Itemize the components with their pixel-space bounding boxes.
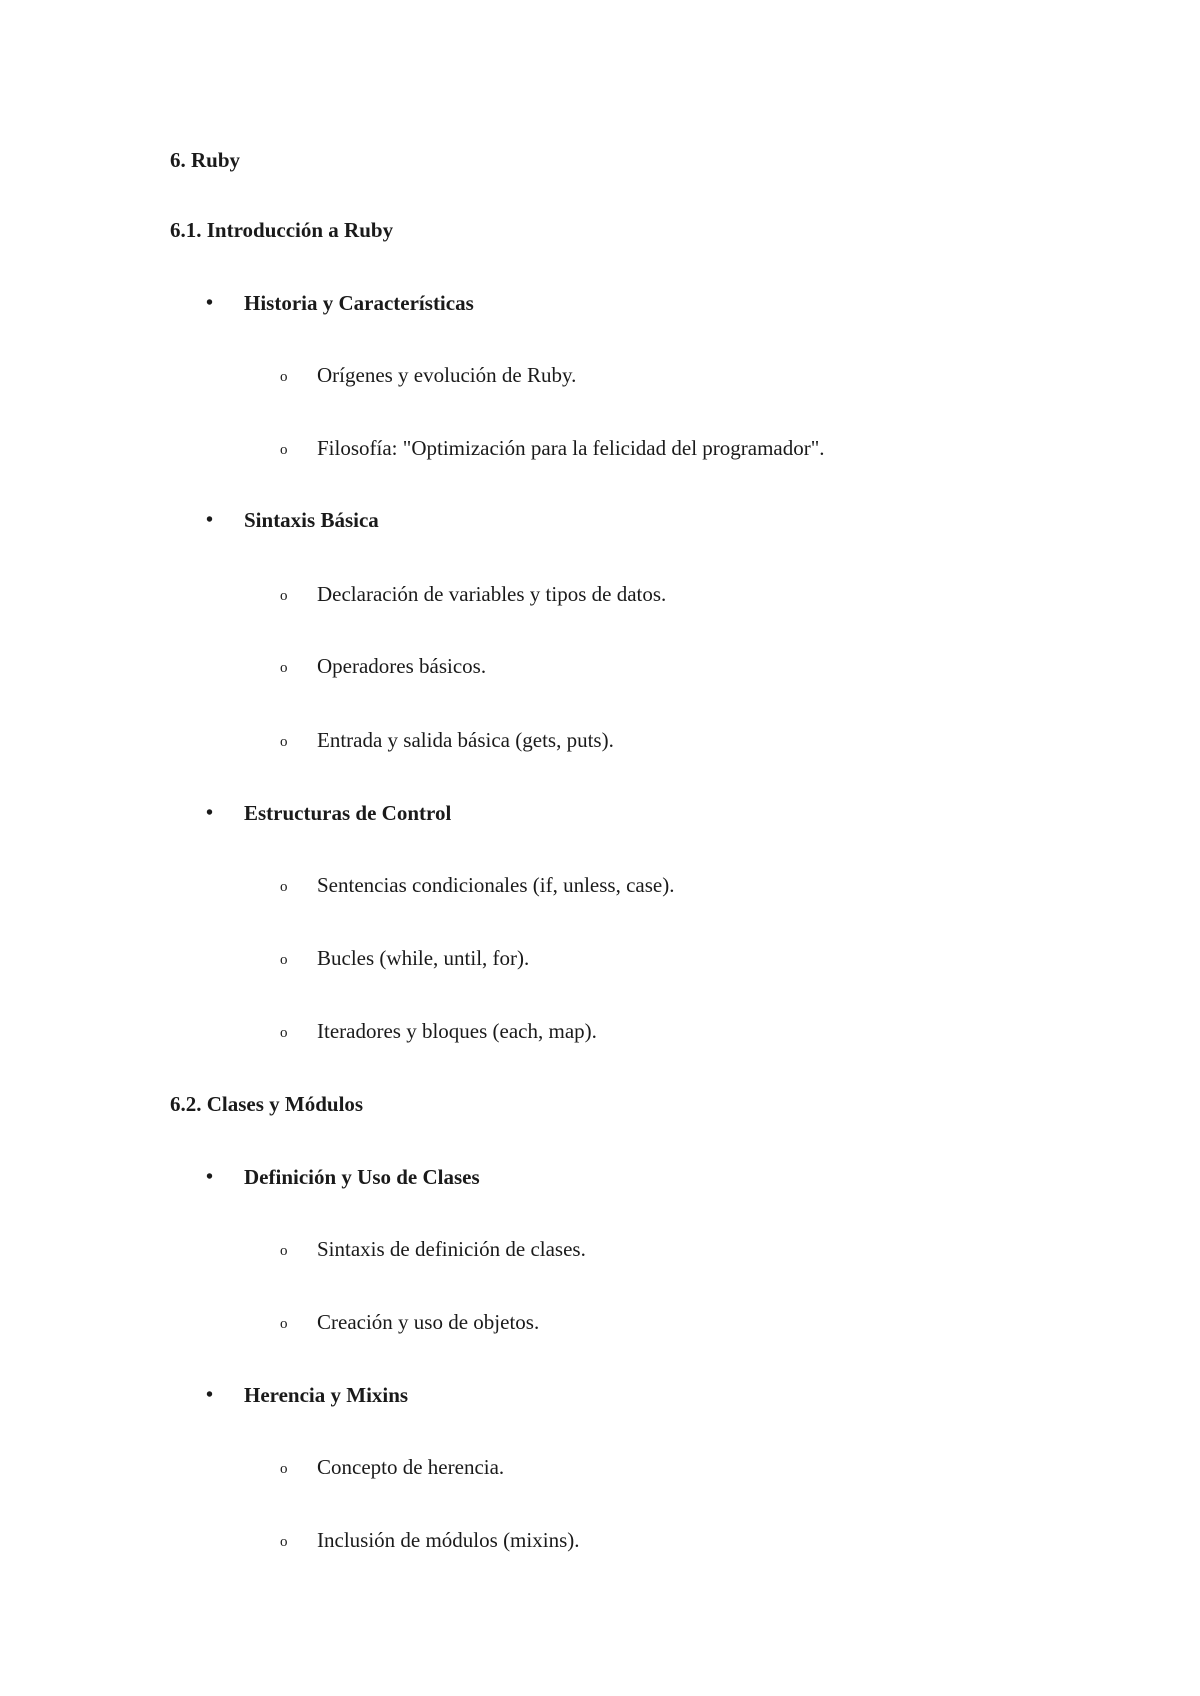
list-item-text: Bucles (while, until, for). bbox=[317, 946, 530, 970]
bullet-icon: • bbox=[206, 1384, 214, 1406]
topic-title: Historia y Características bbox=[244, 291, 474, 315]
list-item-text: Entrada y salida básica (gets, puts). bbox=[317, 728, 614, 752]
sub-bullet-icon: o bbox=[280, 588, 288, 604]
sub-bullet-icon: o bbox=[280, 369, 288, 385]
list-item-text: Operadores básicos. bbox=[317, 654, 487, 678]
list-item-text: Orígenes y evolución de Ruby. bbox=[317, 363, 577, 387]
sub-bullet-icon: o bbox=[280, 442, 288, 458]
bullet-icon: • bbox=[206, 1166, 214, 1188]
sub-bullet-icon: o bbox=[280, 1025, 288, 1041]
bullet-icon: • bbox=[206, 292, 214, 314]
list-item-text: Sintaxis de definición de clases. bbox=[317, 1237, 586, 1261]
sub-bullet-icon: o bbox=[280, 879, 288, 895]
topic-title: Sintaxis Básica bbox=[244, 508, 379, 532]
list-item-text: Inclusión de módulos (mixins). bbox=[317, 1528, 580, 1552]
sub-bullet-icon: o bbox=[280, 1243, 288, 1259]
topic-title: Definición y Uso de Clases bbox=[244, 1165, 480, 1189]
bullet-icon: • bbox=[206, 509, 214, 531]
sub-bullet-icon: o bbox=[280, 1461, 288, 1477]
section-heading: 6.2. Clases y Módulos bbox=[170, 1092, 364, 1116]
list-item-text: Filosofía: "Optimización para la felicidad del programador". bbox=[317, 436, 825, 460]
topic-title: Estructuras de Control bbox=[244, 801, 452, 825]
list-item-text: Declaración de variables y tipos de datos. bbox=[317, 582, 667, 606]
list-item-text: Creación y uso de objetos. bbox=[317, 1310, 540, 1334]
topic-title: Herencia y Mixins bbox=[244, 1383, 409, 1407]
section-heading: 6.1. Introducción a Ruby bbox=[170, 218, 394, 242]
bullet-icon: • bbox=[206, 802, 214, 824]
list-item-text: Concepto de herencia. bbox=[317, 1455, 505, 1479]
sub-bullet-icon: o bbox=[280, 734, 288, 750]
list-item-text: Sentencias condicionales (if, unless, case). bbox=[317, 873, 675, 897]
sub-bullet-icon: o bbox=[280, 1534, 288, 1550]
sub-bullet-icon: o bbox=[280, 660, 288, 676]
list-item-text: Iteradores y bloques (each, map). bbox=[317, 1019, 597, 1043]
sub-bullet-icon: o bbox=[280, 952, 288, 968]
main-heading: 6. Ruby bbox=[170, 148, 241, 172]
sub-bullet-icon: o bbox=[280, 1316, 288, 1332]
